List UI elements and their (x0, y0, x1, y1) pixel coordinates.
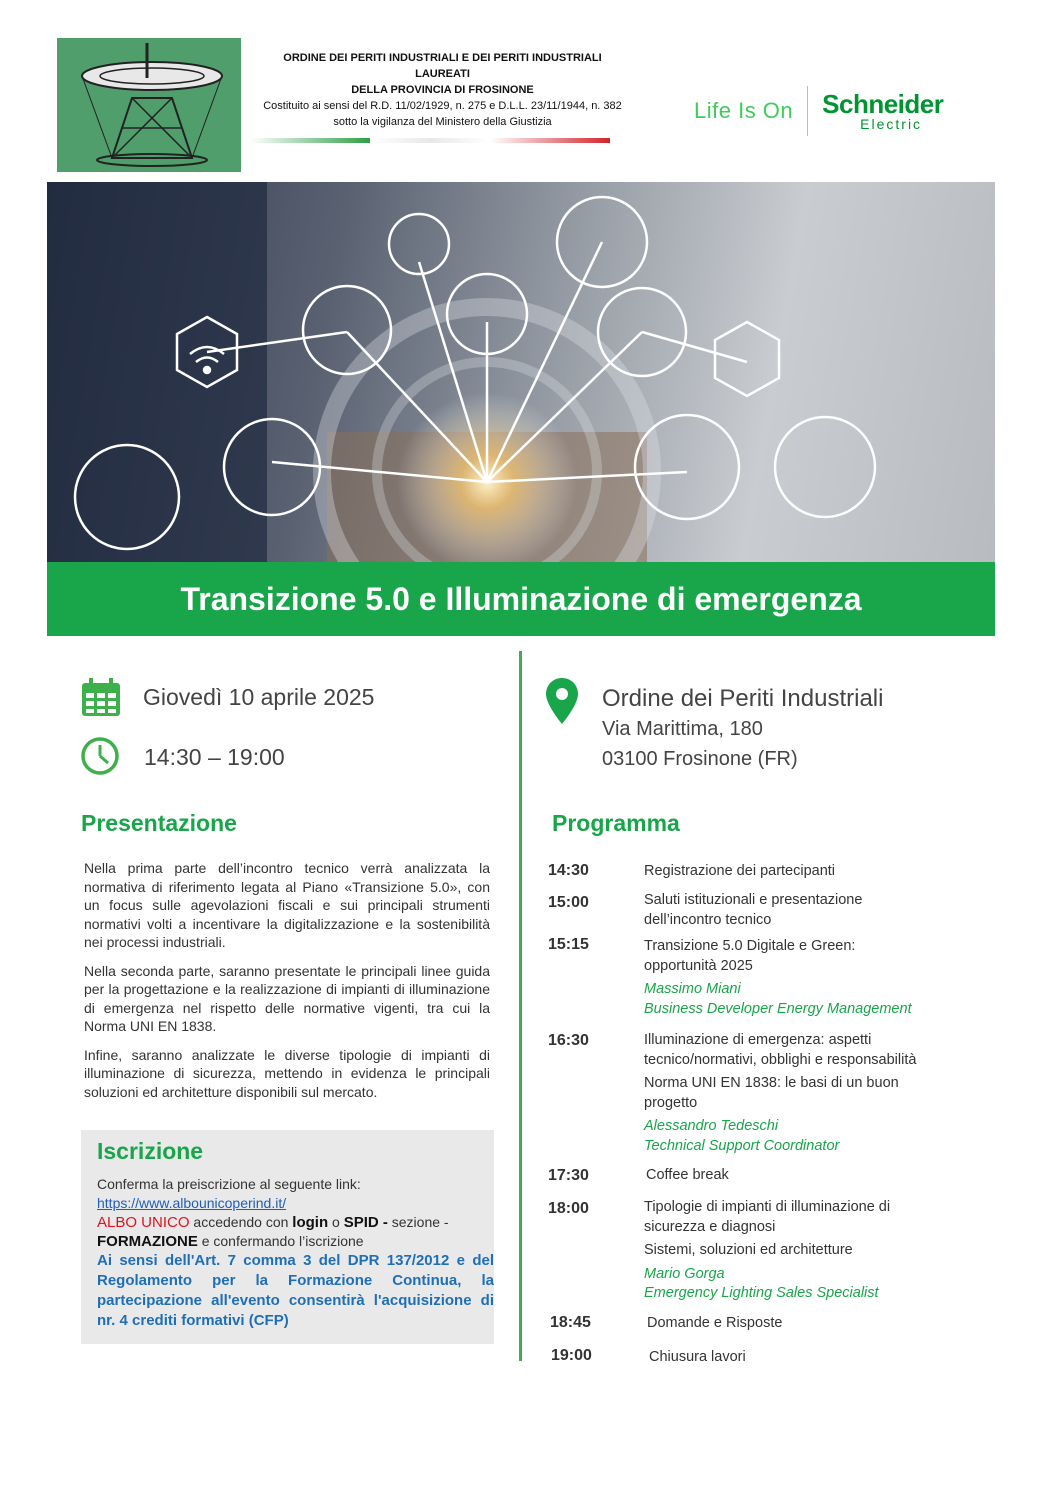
program-time: 18:00 (548, 1200, 589, 1217)
speaker-name: Mario Gorga (644, 1265, 725, 1282)
ordine-heading (250, 50, 635, 130)
program-item-text: Tipologie di impianti di illuminazione di sicurezza e diagnosi (644, 1199, 891, 1235)
program-item (646, 1166, 956, 1186)
program-time: 15:15 (548, 936, 589, 953)
presentazione-paragraph-3: Infine, saranno analizzate le diverse tipologie di impianti di illuminazione di sicurezza, mettendo in evidenza le principali soluzioni ed architetture disponibili sul mercato. (84, 1046, 490, 1100)
program-time: 15:00 (548, 894, 589, 911)
iscrizione-text-3: sezione - (387, 1214, 449, 1230)
spid-label: SPID - (343, 1214, 388, 1231)
column-divider (519, 651, 522, 1361)
org-line-3: DELLA PROVINCIA DI FROSINONE (351, 84, 534, 96)
formazione-label: FORMAZIONE (97, 1233, 198, 1250)
event-title: Transizione 5.0 e Illuminazione di emergenza (180, 580, 862, 617)
brand-divider (807, 86, 808, 136)
speaker-role: Technical Support Coordinator (644, 1137, 840, 1154)
program-item (644, 1031, 954, 1156)
program-item-text: Transizione 5.0 Digitale e Green: opportunità 2025 (644, 938, 856, 974)
speaker-role: Business Developer Energy Management (644, 1000, 912, 1017)
cfp-notice: Ai sensi dell'Art. 7 comma 3 del DPR 137/2012 e del Regolamento per la Formazione Continua, la partecipazione all'evento consentirà l'acquisizione di nr. 4 crediti formativi (CFP) (97, 1252, 494, 1329)
albo-link[interactable]: https://www.albounicoperind.it/ (97, 1195, 287, 1211)
iscrizione-text-2: o (328, 1214, 344, 1230)
program-item-text-2: Sistemi, soluzioni ed architetture (644, 1242, 853, 1258)
program-item (644, 862, 954, 882)
iscrizione-intro: Conferma la preiscrizione al seguente link: (97, 1176, 361, 1192)
program-item-text: Domande e Risposte (647, 1315, 783, 1331)
program-time: 18:45 (550, 1314, 591, 1331)
program-time: 14:30 (548, 862, 589, 879)
iscrizione-title: Iscrizione (97, 1138, 204, 1164)
org-line-1: ORDINE DEI PERITI INDUSTRIALI E DEI PERITI INDUSTRIALI (283, 52, 602, 64)
org-line-4: Costituito ai sensi del R.D. 11/02/1929, n. 275 e D.L.L. 23/11/1944, n. 382 (263, 100, 622, 112)
programma-title: Programma (552, 810, 680, 836)
schneider-brand (694, 86, 943, 136)
org-line-2: LAUREATI (415, 68, 470, 80)
speaker-role: Emergency Lighting Sales Specialist (644, 1285, 879, 1301)
presentazione-title: Presentazione (81, 810, 237, 836)
clock-icon (80, 736, 120, 776)
electric-name: Electric (860, 116, 923, 132)
map-pin-icon (545, 677, 579, 725)
program-time: 17:30 (548, 1167, 589, 1184)
presentazione-text (84, 859, 490, 1111)
hero-image (47, 182, 995, 562)
event-address (602, 684, 883, 774)
technology-icons-illustration (47, 182, 995, 562)
program-item (644, 1198, 954, 1304)
schneider-name: Schneider (822, 89, 944, 119)
venue-street: Via Marittima, 180 (602, 718, 763, 740)
iscrizione-text-1: accedendo con (189, 1214, 293, 1230)
program-time: 16:30 (548, 1032, 589, 1049)
ordine-logo (57, 38, 241, 172)
event-date: Giovedì 10 aprile 2025 (143, 684, 375, 710)
org-line-5: sotto la vigilanza del Ministero della Giustizia (333, 116, 552, 128)
schneider-logo (822, 91, 943, 131)
helicopter-logo-icon (57, 38, 241, 172)
program-item (649, 1348, 959, 1368)
speaker-name: Alessandro Tedeschi (644, 1118, 779, 1134)
iscrizione-text (97, 1175, 494, 1331)
event-time: 14:30 – 19:00 (144, 744, 285, 770)
program-item-text: Registrazione dei partecipanti (644, 863, 836, 879)
program-item-text: Illuminazione di emergenza: aspetti tecnico/normativi, obblighi e responsabilità (644, 1032, 917, 1068)
presentazione-paragraph-1: Nella prima parte dell’incontro tecnico verrà analizzata la normativa di riferimento legata al Piano «Transizione 5.0», con un focus sulle agevolazioni fiscali e sui principali strumenti normativi volti a incentivare la digitalizzazione e la sostenibilità nei processi industriali. (84, 860, 490, 950)
title-banner (47, 562, 995, 636)
program-item-text: Coffee break (646, 1167, 729, 1183)
speaker-name: Massimo Miani (644, 981, 741, 997)
calendar-icon (80, 676, 122, 718)
program-item-text: Saluti istituzionali e presentazione dell’incontro tecnico (644, 892, 863, 928)
venue-city: 03100 Frosinone (FR) (602, 748, 798, 770)
program-item (644, 937, 954, 1019)
program-item-text-2: Norma UNI EN 1838: le basi di un buon progetto (644, 1075, 899, 1111)
albo-unico-label: ALBO UNICO (97, 1214, 190, 1231)
venue-name: Ordine dei Periti Industriali (602, 685, 884, 712)
program-item (647, 1314, 957, 1334)
life-is-on-tagline: Life Is On (694, 98, 794, 123)
presentazione-paragraph-2: Nella seconda parte, saranno presentate le principali linee guida per la progettazione e la realizzazione di impianti di illuminazione di emergenza nel rispetto delle normative vigenti, tra cui la Norma UNI EN 1838. (84, 962, 490, 1034)
iscrizione-text-4: e confermando l’iscrizione (197, 1233, 364, 1249)
italian-flag-stripe (250, 138, 610, 143)
program-item-text: Chiusura lavori (649, 1349, 746, 1365)
program-time: 19:00 (551, 1347, 592, 1364)
iscrizione-box (81, 1130, 494, 1344)
login-label: login (292, 1214, 329, 1231)
program-item (644, 891, 954, 930)
